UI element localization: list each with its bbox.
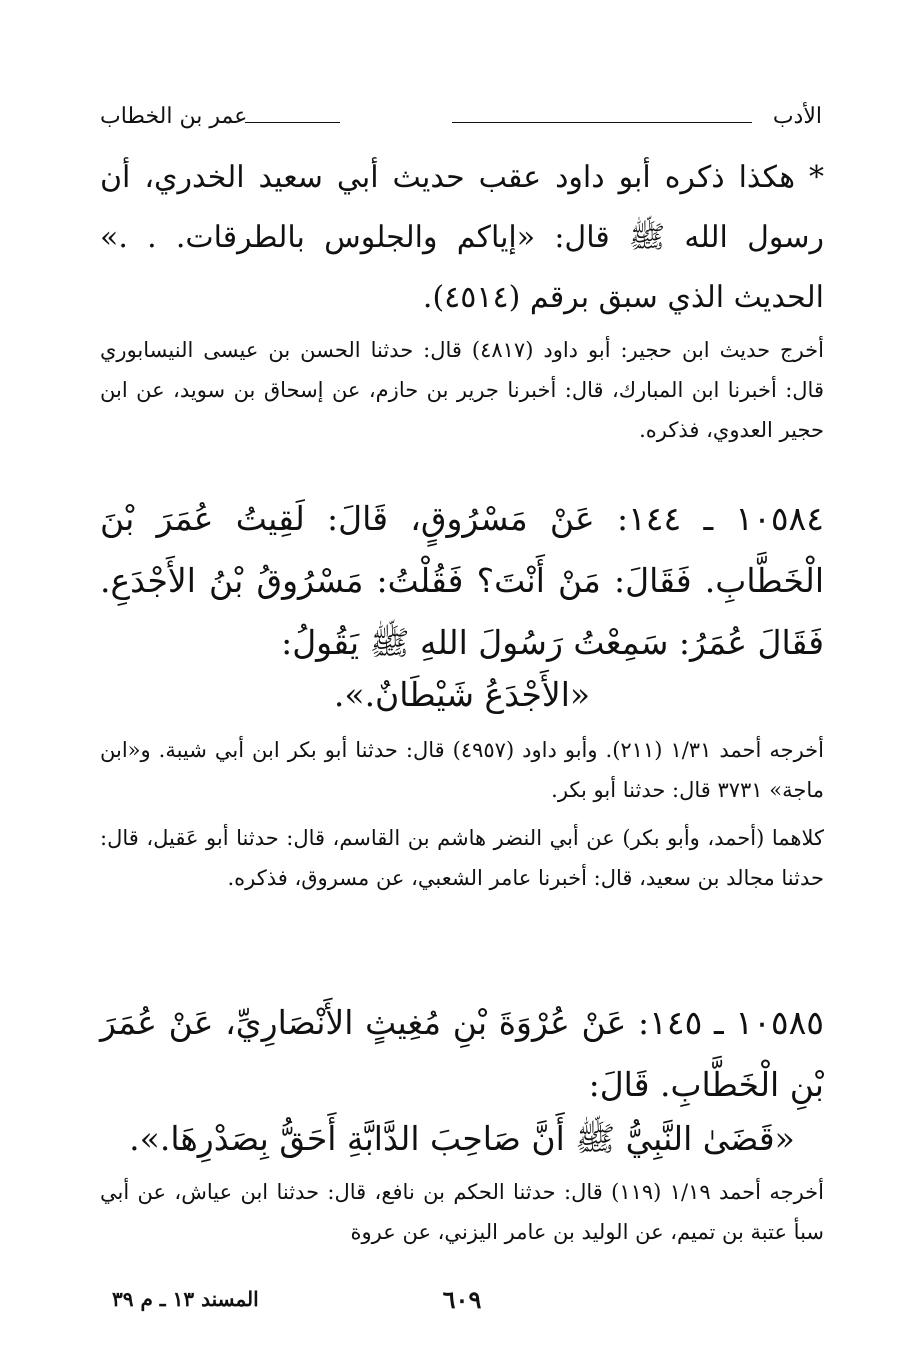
hadith-10585-quote: «قَضَىٰ النَّبِيُّ ﷺ أَنَّ صَاحِبَ الدَّابَّةِ أَحَقُّ بِصَدْرِهَا.». <box>129 1119 795 1158</box>
hadith-10584-text: ١٠٥٨٤ ـ ١٤٤: عَنْ مَسْرُوقٍ، قَالَ: لَقِيتُ عُمَرَ بْنَ الْخَطَّابِ. فَقَالَ: مَنْ أَنْتَ؟ فَقُلْتُ: مَسْرُوقُ بْنُ الأَجْدَعِ. فَقَالَ عُمَرُ: سَمِعْتُ رَسُولَ اللهِ ﷺ يَقُولُ: <box>100 499 824 662</box>
page-footer <box>100 1285 824 1315</box>
page-number: ٦٠٩ <box>442 1285 482 1314</box>
hadith-10584-footnote-1: أخرجه أحمد ١/٣١ (٢١١). وأبو داود (٤٩٥٧) قال: حدثنا أبو بكر ابن أبي شيبة. و«ابن ماجة» ٣٧٣١ قال: حدثنا أبو بكر. <box>100 738 824 802</box>
hadith-10584-footnote-2: كلاهما (أحمد، وأبو بكر) عن أبي النضر هاشم بن القاسم، قال: حدثنا أبو عَقيل، قال: حدثنا مجالد بن سعيد، قال: أخبرنا عامر الشعبي، عن مسروق، فذكره. <box>100 826 824 890</box>
hadith-10585-text: ١٠٥٨٥ ـ ١٤٥: عَنْ عُرْوَةَ بْنِ مُغِيثٍ الأَنْصَارِيِّ، عَنْ عُمَرَ بْنِ الْخَطَّابِ. قَالَ: <box>100 1003 825 1104</box>
intro-paragraph: * هكذا ذكره أبو داود عقب حديث أبي سعيد الخدري، أن رسول الله ﷺ قال: «إياكم والجلوس بالطرقات. . .» الحديث الذي سبق برقم (٤٥١٤). <box>100 160 824 315</box>
hadith-10584-quote: «الأَجْدَعُ شَيْطَانٌ.». <box>333 675 591 714</box>
running-header <box>100 100 822 140</box>
header-rule-right <box>452 122 752 123</box>
printer-signature: المسند ١٣ ـ م ٣٩ <box>112 1287 259 1311</box>
header-musnad-name: عمر بن الخطاب <box>100 104 248 129</box>
hadith-10585-footnote: أخرجه أحمد ١/١٩ (١١٩) قال: حدثنا الحكم بن نافع، قال: حدثنا ابن عياش، عن أبي سبأ عتبة بن تميم، عن الوليد بن عامر اليزني، عن عروة <box>100 1180 824 1244</box>
intro-footnote: أخرج حديث ابن حجير: أبو داود (٤٨١٧) قال: حدثنا الحسن بن عيسى النيسابوري قال: أخبرنا ابن المبارك، قال: أخبرنا جرير بن حازم، عن إسحاق بن سويد، عن ابن حجير العدوي، فذكره. <box>100 338 824 442</box>
header-chapter-title: الأدب <box>772 104 822 129</box>
header-rule-left <box>245 122 340 123</box>
